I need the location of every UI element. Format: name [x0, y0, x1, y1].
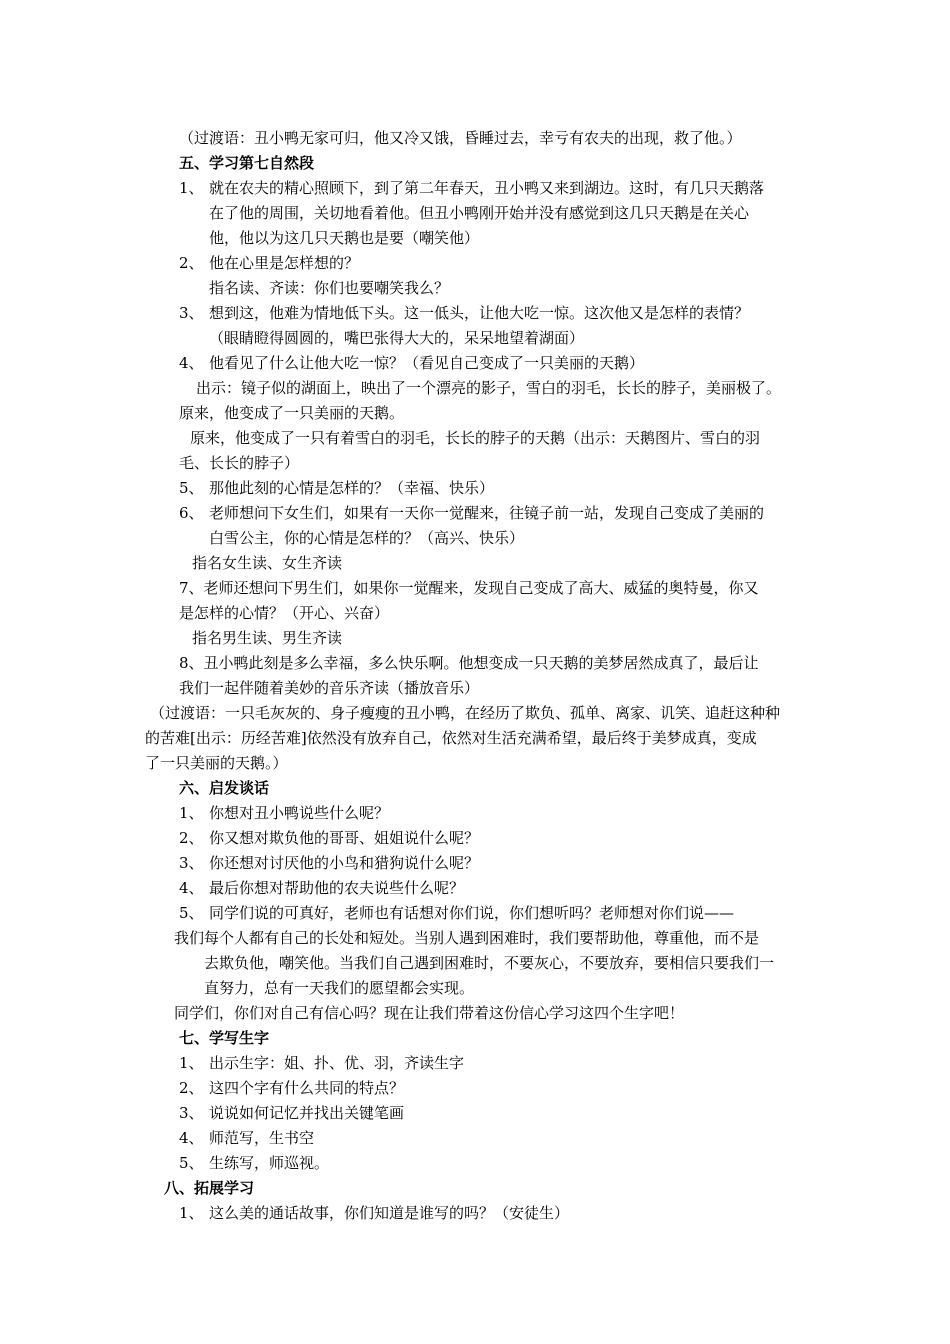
text-line: 了一只美丽的天鹅。） [145, 754, 288, 772]
list-item: 3、 说说如何记忆并找出关键笔画 [179, 1104, 405, 1122]
section-heading-6: 六、启发谈话 [179, 779, 270, 797]
text-line: 白雪公主，你的心情是怎样的？（高兴、快乐） [209, 529, 525, 547]
transition-note: （过渡语：丑小鸭无家可归，他又冷又饿，昏睡过去，幸亏有农夫的出现，救了他。） [179, 129, 742, 147]
list-item: 1、 出示生字：姐、扑、优、羽，齐读生字 [179, 1054, 465, 1072]
list-item: 5、 同学们说的可真好，老师也有话想对你们说，你们想听吗？老师想对你们说—— [179, 904, 735, 922]
list-item: 4、 师范写，生书空 [179, 1129, 315, 1147]
text-line: 的苦难[出示：历经苦难]依然没有放弃自己，依然对生活充满希望，最后终于美梦成真，变成 [145, 729, 757, 747]
text-line: 直努力，总有一天我们的愿望都会实现。 [204, 979, 475, 997]
text-line: 我们每个人都有自己的长处和短处。当别人遇到困难时，我们要帮助他，尊重他，而不是 [174, 929, 760, 947]
list-item: 5、 那他此刻的心情是怎样的？（幸福、快乐） [179, 479, 495, 497]
text-line: 8、丑小鸭此刻是多么幸福，多么快乐啊。他想变成一只天鹅的美梦居然成真了，最后让 [179, 654, 759, 672]
text-line: 原来，他变成了一只美丽的天鹅。 [179, 404, 405, 422]
list-item: 4、 最后你想对帮助他的农夫说些什么呢？ [179, 879, 465, 897]
text-line: 指名女生读、女生齐读 [192, 554, 343, 572]
section-heading-5: 五、学习第七自然段 [179, 154, 315, 172]
text-line: （眼睛瞪得圆圆的，嘴巴张得大大的，呆呆地望着湖面） [209, 329, 585, 347]
list-item: 2、 这四个字有什么共同的特点？ [179, 1079, 405, 1097]
text-line: 毛、长长的脖子） [179, 454, 300, 472]
list-item: 1、 这么美的通话故事，你们知道是谁写的吗？（安徒生） [179, 1204, 570, 1222]
list-item: 3、 想到这，他难为情地低下头。这一低头，让他大吃一惊。这次他又是怎样的表情？ [179, 304, 750, 322]
text-line: 原来，他变成了一只有着雪白的羽毛，长长的脖子的天鹅（出示：天鹅图片、雪白的羽 [190, 429, 761, 447]
text-line: 是怎样的心情？（开心、兴奋） [179, 604, 390, 622]
list-item: 1、 就在农夫的精心照顾下，到了第二年春天，丑小鸭又来到湖边。这时，有几只天鹅落 [179, 179, 765, 197]
text-line: 指名男生读、男生齐读 [192, 629, 343, 647]
text-line: 7、老师还想问下男生们，如果你一觉醒来，发现自己变成了高大、威猛的奥特曼，你又 [179, 579, 759, 597]
text-line: 他，他以为这几只天鹅也是要（嘲笑他） [209, 229, 480, 247]
section-heading-8: 八、拓展学习 [164, 1179, 255, 1197]
text-line: 同学们，你们对自己有信心吗？现在让我们带着这份信心学习这四个生字吧！ [174, 1004, 685, 1022]
text-line: 去欺负他，嘲笑他。当我们自己遇到困难时，不要灰心，不要放弃，要相信只要我们一 [204, 954, 775, 972]
list-item: 1、 你想对丑小鸭说些什么呢？ [179, 804, 390, 822]
list-item: 3、 你还想对讨厌他的小鸟和猎狗说什么呢？ [179, 854, 480, 872]
list-item: 6、 老师想问下女生们，如果有一天你一觉醒来，往镜子前一站，发现自己变成了美丽的 [179, 504, 765, 522]
text-line: 在了他的周围，关切地看着他。但丑小鸭刚开始并没有感觉到这几只天鹅是在关心 [209, 204, 750, 222]
text-line: 指名读、齐读：你们也要嘲笑我么？ [209, 279, 450, 297]
transition-note: （过渡语：一只毛灰灰的、身子瘦瘦的丑小鸭，在经历了欺负、孤单、离家、讥笑、追赶这种种 [150, 704, 781, 722]
list-item: 2、 你又想对欺负他的哥哥、姐姐说什么呢？ [179, 829, 480, 847]
list-item: 5、 生练写，师巡视。 [179, 1154, 330, 1172]
list-item: 4、 他看见了什么让他大吃一惊？（看见自己变成了一只美丽的天鹅） [179, 354, 645, 372]
section-heading-7: 七、学写生字 [179, 1029, 270, 1047]
text-line: 我们一起伴随着美妙的音乐齐读（播放音乐） [179, 679, 480, 697]
text-line: 出示：镜子似的湖面上，映出了一个漂亮的影子，雪白的羽毛，长长的脖子，美丽极了。 [196, 379, 782, 397]
list-item: 2、 他在心里是怎样想的？ [179, 254, 360, 272]
